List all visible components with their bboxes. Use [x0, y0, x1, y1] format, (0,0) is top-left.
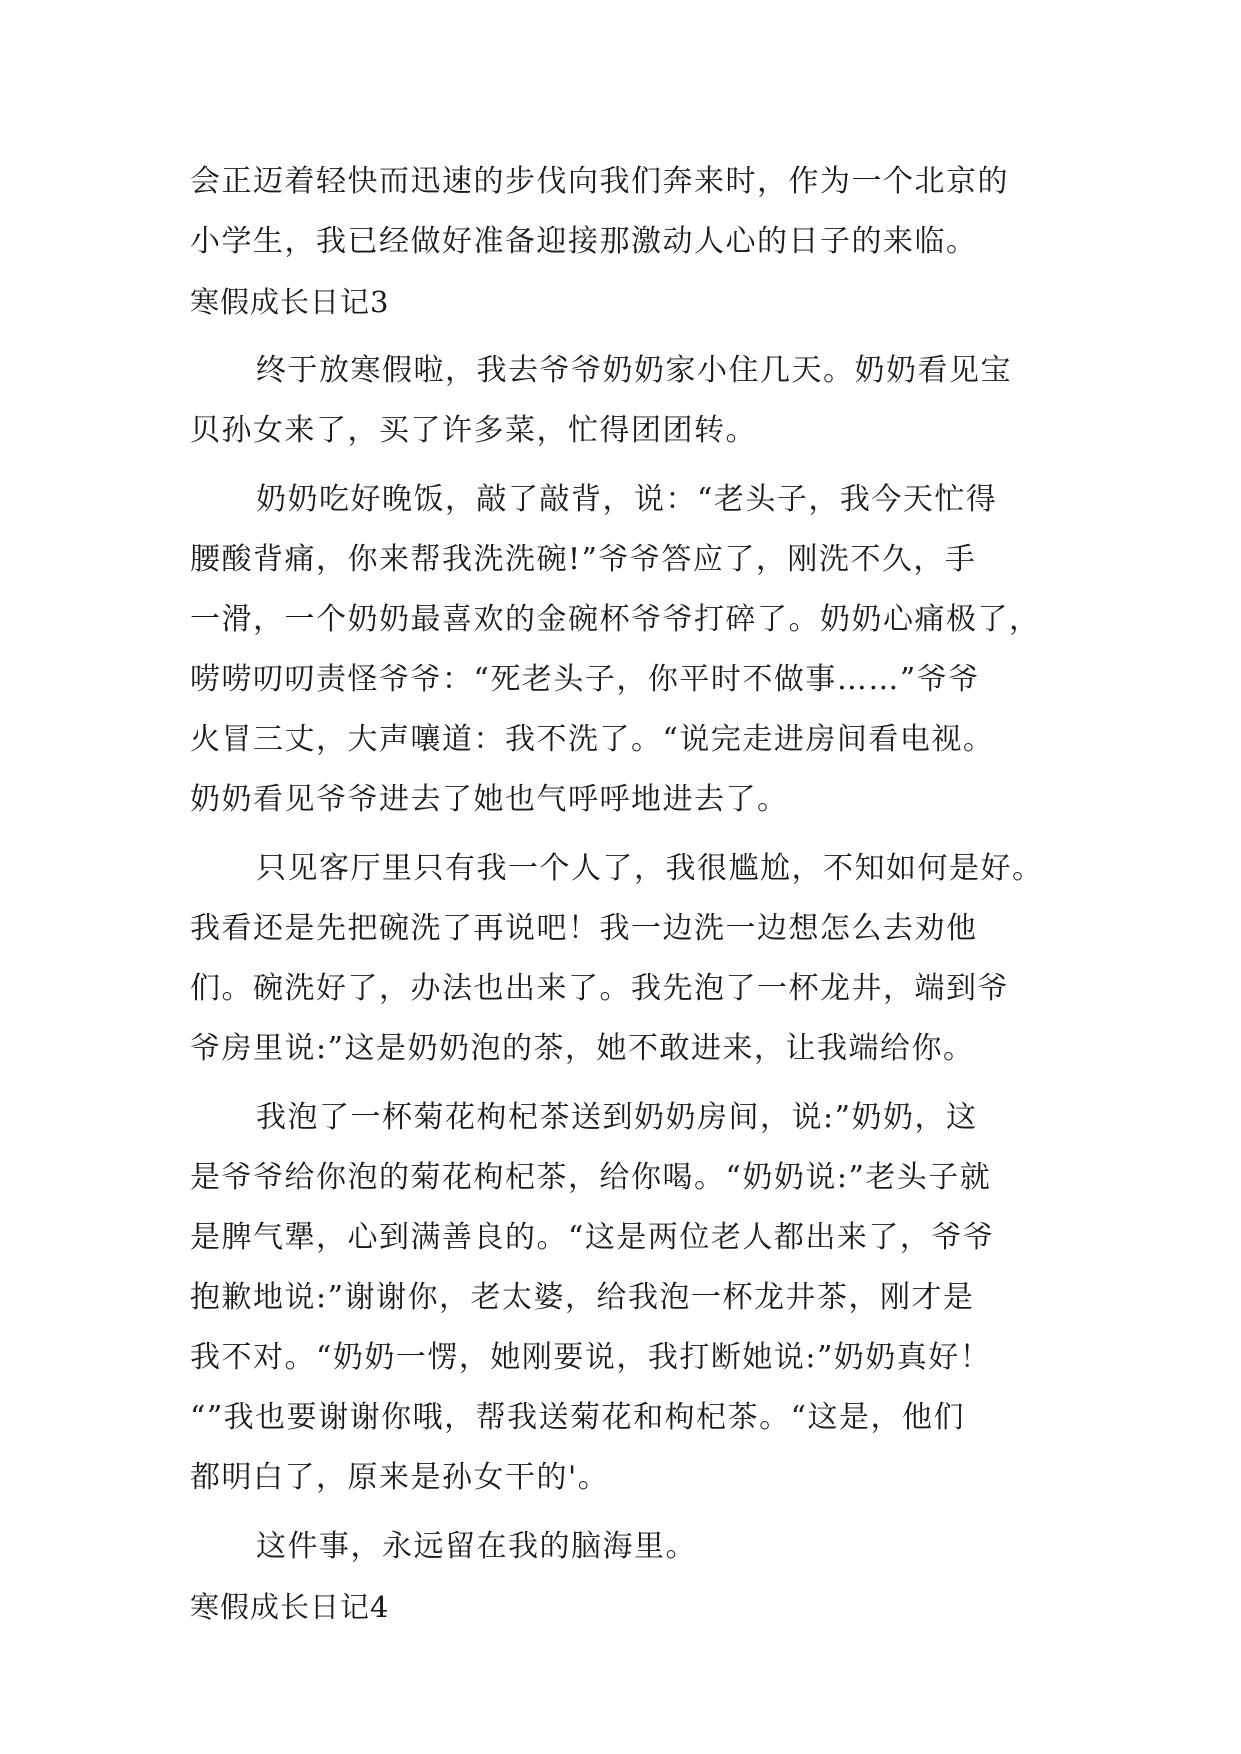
paragraph-1	[190, 341, 1050, 461]
section-heading-3: 寒假成长日记3	[190, 285, 390, 319]
text-line: 奶奶看见爷爷进去了她也气呼呼地进去了。	[190, 782, 789, 817]
section-heading-4: 寒假成长日记4	[190, 1590, 390, 1624]
text-line: 们。碗洗好了，办法也出来了。我先泡了一杯龙井，端到爷	[190, 971, 1009, 1006]
text-line: 我泡了一杯菊花枸杞茶送到奶奶房间，说:”奶奶，这	[256, 1100, 978, 1135]
paragraph-2	[190, 470, 1050, 830]
text-line: 这件事，永远留在我的脑海里。	[256, 1529, 697, 1564]
text-line: 是爷爷给你泡的菊花枸杞茶，给你喝。“奶奶说:”老头子就	[190, 1160, 992, 1195]
text-line: 抱歉地说:”谢谢你，老太婆，给我泡一杯龙井茶，刚才是	[190, 1280, 975, 1315]
text-line: 奶奶吃好晚饭，敲了敲背，说：“老头子，我今天忙得	[256, 482, 998, 517]
text-line: 小学生，我已经做好准备迎接那激动人心的日子的来临。	[190, 224, 978, 259]
paragraph-5	[190, 1517, 1050, 1577]
text-line: 一滑，一个奶奶最喜欢的金碗杯爷爷打碎了。奶奶心痛极了，	[190, 602, 1041, 637]
paragraph-3	[190, 839, 1050, 1079]
text-line: 只见客厅里只有我一个人了，我很尴尬，不知如何是好。	[256, 851, 1044, 886]
paragraph-4	[190, 1088, 1050, 1508]
document-page	[190, 152, 1050, 1637]
text-line: 是脾气犟，心到满善良的。“这是两位老人都出来了，爷爷	[190, 1220, 995, 1255]
text-line: 腰酸背痛，你来帮我洗洗碗!”爷爷答应了，刚洗不久，手	[190, 542, 977, 577]
text-line: 爷房里说:”这是奶奶泡的茶，她不敢进来，让我端给你。	[190, 1031, 975, 1066]
text-line: 唠唠叨叨责怪爷爷：“死老头子，你平时不做事……”爷爷	[190, 662, 980, 697]
text-line: “”我也要谢谢你哦，帮我送菊花和枸杞茶。“这是，他们	[190, 1400, 966, 1435]
text-line: 我看还是先把碗洗了再说吧！我一边洗一边想怎么去劝他	[190, 911, 978, 946]
text-line: 终于放寒假啦，我去爷爷奶奶家小住几天。奶奶看见宝	[256, 353, 1012, 388]
text-line: 火冒三丈，大声嚷道：我不洗了。“说完走进房间看电视。	[190, 722, 995, 757]
text-line: 贝孙女来了，买了许多菜，忙得团团转。	[190, 413, 757, 448]
text-line: 会正迈着轻快而迅速的步伐向我们奔来时，作为一个北京的	[190, 164, 1009, 199]
text-line: 我不对。“奶奶一愣，她刚要说，我打断她说:”奶奶真好！	[190, 1340, 992, 1375]
text-line: 都明白了，原来是孙女干的'。	[190, 1460, 610, 1495]
